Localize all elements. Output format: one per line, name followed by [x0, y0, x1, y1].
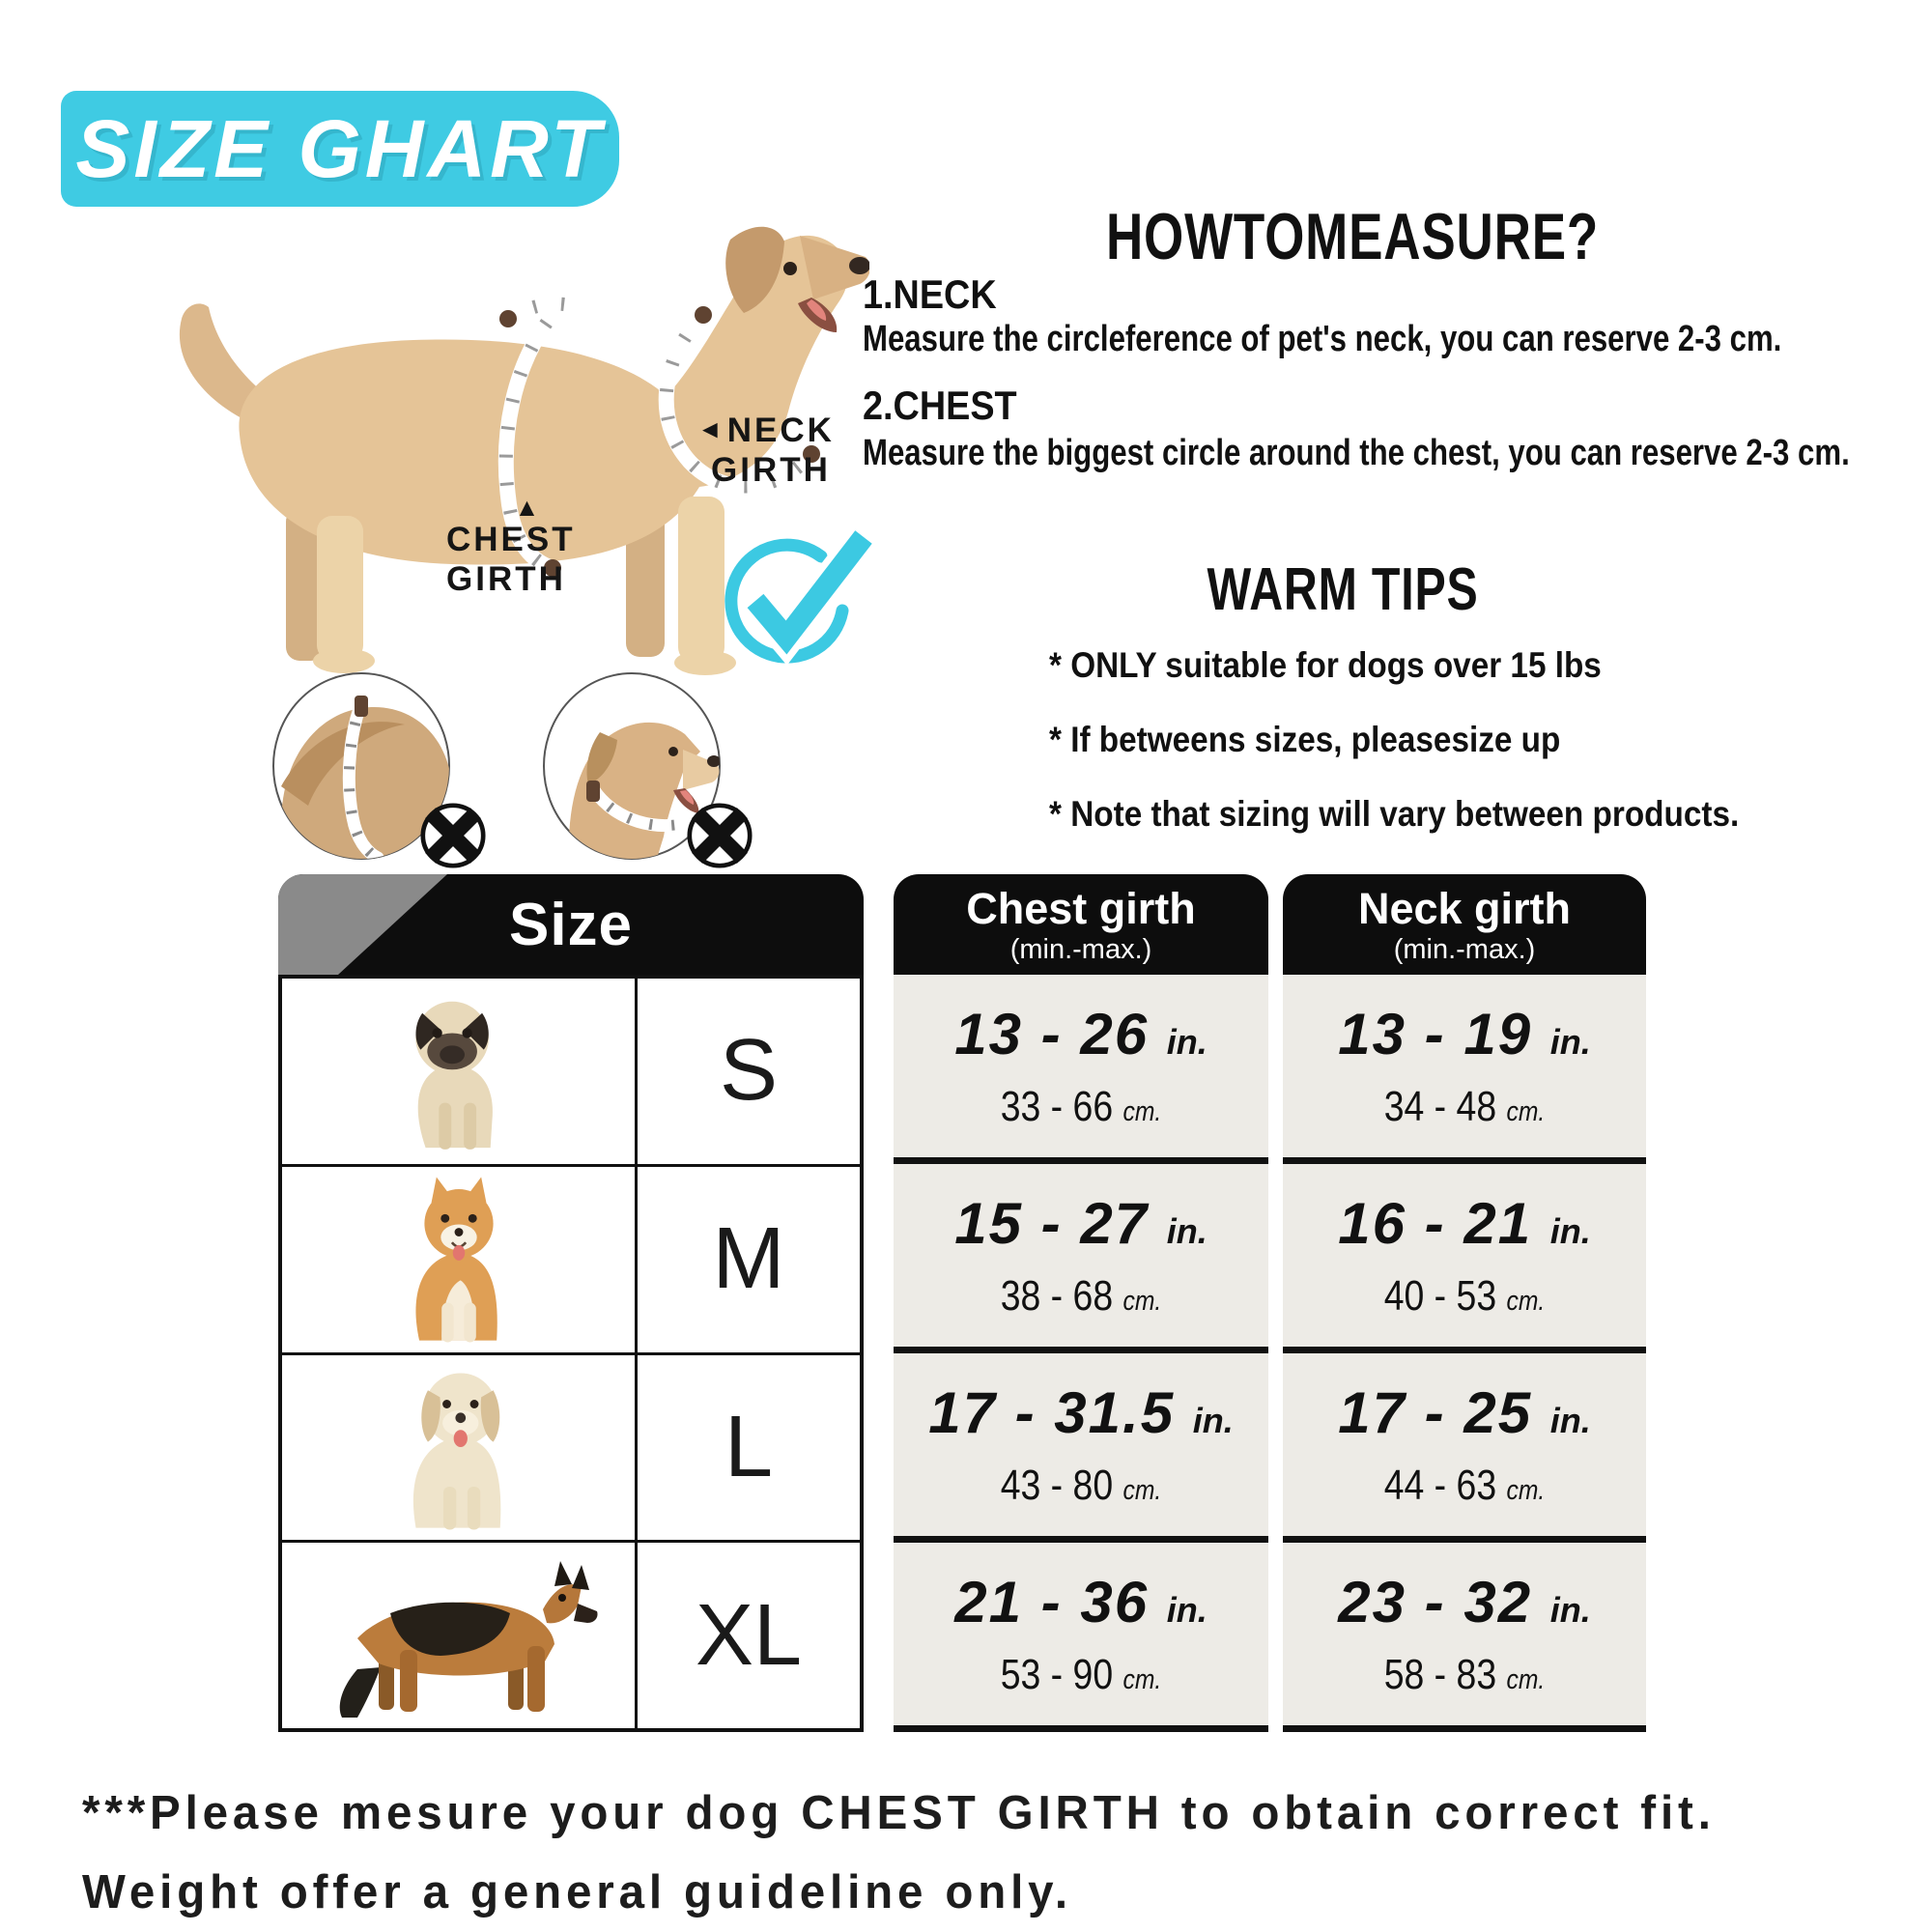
dog-image-pug [282, 979, 635, 1164]
chest-girth-column-header: Chest girth (min.-max.) [894, 874, 1268, 975]
warm-tip-item: * ONLY suitable for dogs over 15 lbs [1049, 645, 1602, 685]
size-letter: S [635, 979, 860, 1164]
step-chest-text: Measure the biggest circle around the chest, you can reserve 2-3 cm. [863, 433, 1850, 473]
size-letter: XL [635, 1543, 860, 1728]
warm-tips-heading: WARM TIPS [1207, 556, 1479, 623]
left-arrow-icon: ◄ [697, 414, 725, 443]
warm-tips-list [1049, 628, 1849, 851]
page-title: SIZE GHART [75, 102, 605, 194]
chest-girth-column [894, 975, 1268, 1732]
how-to-measure-heading: HOWTOMEASURE? [1105, 200, 1600, 273]
shiba-inu-illustration [353, 1174, 565, 1346]
chest-cell-l: 17 - 31.5 in. 43 - 80 cm. [894, 1353, 1268, 1543]
step-neck-text: Measure the circleference of pet's neck, you can reserve 2-3 cm. [863, 319, 1782, 359]
size-table [278, 975, 864, 1732]
neck-cell-s: 13 - 19 in. 34 - 48 cm. [1283, 975, 1646, 1164]
step-neck-label: 1.NECK [863, 271, 997, 317]
cross-icon [415, 798, 491, 873]
pug-illustration [353, 988, 565, 1154]
dog-image-german-shepherd [282, 1543, 635, 1728]
warm-tip-item: * Note that sizing will vary between products. [1049, 794, 1740, 834]
neck-cell-xl: 23 - 32 in. 58 - 83 cm. [1283, 1543, 1646, 1732]
chest-cell-s: 13 - 26 in. 33 - 66 cm. [894, 975, 1268, 1164]
table-row [282, 979, 860, 1164]
neck-girth-column-header: Neck girth (min.-max.) [1283, 874, 1646, 975]
check-icon [713, 522, 875, 668]
neck-cell-m: 16 - 21 in. 40 - 53 cm. [1283, 1164, 1646, 1353]
neck-girth-label: ◄NECK GIRTH [697, 412, 835, 489]
step-chest-label: 2.CHEST [863, 383, 1017, 428]
neck-cell-l: 17 - 25 in. 44 - 63 cm. [1283, 1353, 1646, 1543]
size-letter: M [635, 1167, 860, 1352]
chest-cell-xl: 21 - 36 in. 53 - 90 cm. [894, 1543, 1268, 1732]
table-row [282, 1164, 860, 1352]
dog-image-shiba [282, 1167, 635, 1352]
up-arrow-icon: ▲ [514, 493, 543, 522]
size-letter: L [635, 1355, 860, 1541]
cross-icon [682, 798, 757, 873]
size-header-label: Size [508, 891, 634, 958]
table-row [282, 1540, 860, 1728]
dog-image-labrador [282, 1355, 635, 1541]
table-row [282, 1352, 860, 1541]
footnote-line: ***Please mesure your dog CHEST GIRTH to obtain correct fit. [82, 1787, 1716, 1839]
warm-tip-item: * If betweens sizes, pleasesize up [1049, 720, 1561, 759]
footnote [82, 1774, 1844, 1932]
size-table-header [278, 874, 864, 975]
german-shepherd-illustration [319, 1553, 599, 1718]
neck-girth-column [1283, 975, 1646, 1732]
chest-girth-label: ▲ CHEST GIRTH [446, 495, 611, 599]
labrador-illustration [353, 1361, 565, 1533]
chest-cell-m: 15 - 27 in. 38 - 68 cm. [894, 1164, 1268, 1353]
footnote-line: Weight offer a general guideline only. [82, 1866, 1072, 1918]
